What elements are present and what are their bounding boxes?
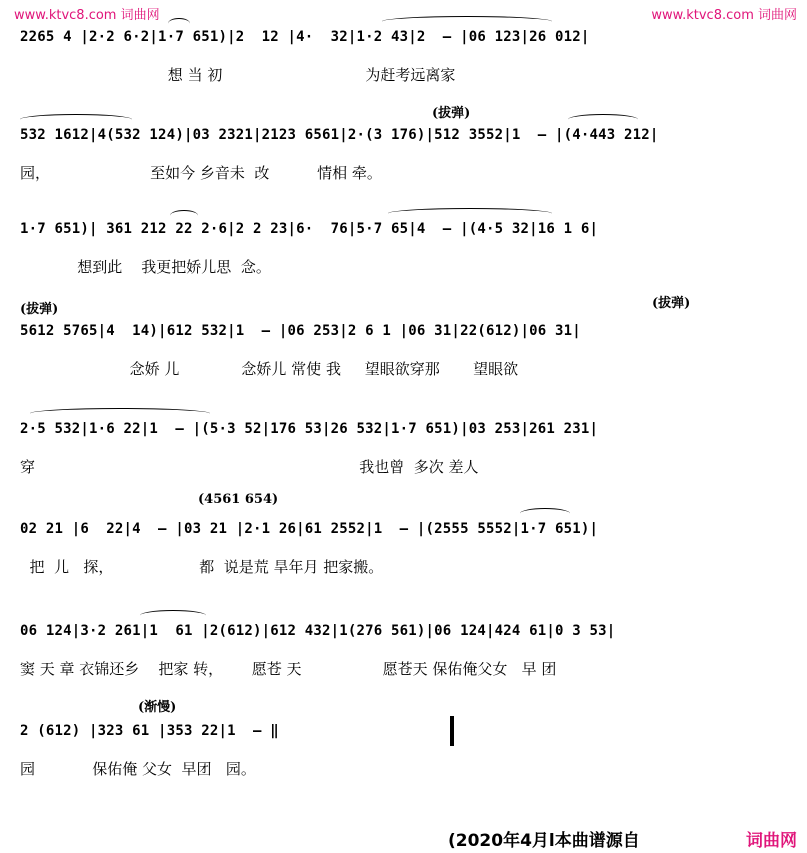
annotation: (4561 654): [198, 492, 279, 507]
score-system-6: [20, 492, 798, 582]
lyric-line: 想到此 我更把娇儿思 念。: [20, 258, 271, 276]
notation-line: 2265 4 |2·2 6·2|1·7 651)|2 12 |4· 32|1·2 43|2 – |06 123|26 012|: [20, 29, 590, 45]
source-note: (2020年4月l本曲谱源自: [448, 831, 640, 851]
lyric-line: 园 保佑俺 父女 早团 园。: [20, 760, 256, 778]
notation-line: 1·7 651)| 361 212 22 2·6|2 2 23|6· 76|5·7 65|4 – |(4·5 32|16 1 6|: [20, 221, 599, 237]
lyric-line: 念娇 儿 念娇儿 常使 我 望眼欲穿那 望眼欲: [20, 360, 519, 378]
lyric-line: 园， 至如今 乡音未 改 情相 牵。: [20, 164, 382, 182]
lyric-line: 窦 天 章 衣锦还乡 把家 转， 愿苍 天 愿苍天 保佑俺父女 早 团: [20, 660, 557, 678]
score-system-8: [20, 700, 798, 784]
lyric-line: 穿 我也曾 多次 差人: [20, 458, 479, 476]
score-system-4: [20, 296, 798, 384]
watermark-right: www.ktvc8.com 词曲网: [651, 8, 797, 23]
notation-line: 532 1612|4(532 124)|03 2321|2123 6561|2·(3 176)|512 3552|1 – |(4·443 212|: [20, 127, 659, 143]
notation-line: 06 124|3·2 261|1 61 |2(612)|612 432|1(276 561)|06 124|424 61|0 3 53|: [20, 623, 616, 639]
score-system-5: [20, 416, 798, 482]
score-system-7: [20, 618, 798, 684]
score-system-1: [20, 24, 798, 90]
notation-line: 02 21 |6 22|4 – |03 21 |2·1 26|61 2552|1 – |(2555 5552|1·7 651)|: [20, 521, 599, 537]
notation-line: 5612 5765|4 14)|612 532|1 – |06 253|2 6 1 |06 31|22(612)|06 31|: [20, 323, 581, 339]
lyric-line: 把 儿 探， 都 说是荒 旱年月 把家搬。: [20, 558, 384, 576]
score-system-2: [20, 106, 798, 188]
notation-line: 2·5 532|1·6 22|1 – |(5·3 52|176 53|26 532|1·7 651)|03 253|261 231|: [20, 421, 599, 437]
annotation: (拔弹): [652, 296, 691, 311]
site-logo: 词曲网: [746, 831, 797, 851]
lyric-line: 想 当 初 为赶考远离家: [20, 66, 456, 84]
annotation: (拔弹): [432, 106, 471, 121]
watermark-left: www.ktvc8.com 词曲网: [14, 8, 160, 23]
annotation: (拔弹): [20, 302, 59, 317]
annotation: (渐慢): [138, 700, 177, 715]
notation-line: 2 (612) |323 61 |353 22|1 – ‖: [20, 723, 279, 739]
score-system-3: [20, 216, 798, 282]
